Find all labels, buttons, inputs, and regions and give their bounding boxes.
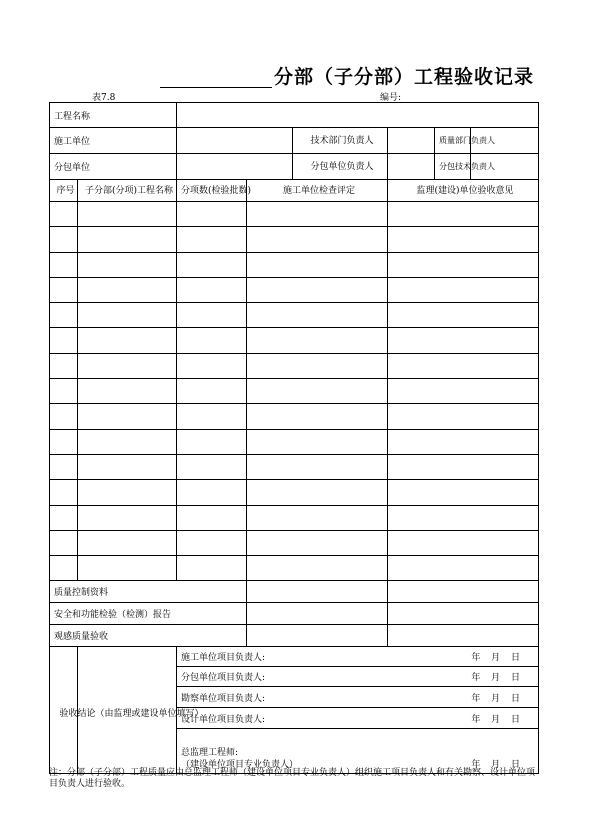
subdivision-name-cell[interactable] (78, 404, 177, 429)
seq-cell[interactable] (50, 404, 78, 429)
safety-function-opinion[interactable] (388, 603, 539, 625)
seq-cell[interactable] (50, 202, 78, 227)
table-row (50, 556, 539, 581)
signer-row-4[interactable]: 设计单位项目负责人: 年 月 日 (177, 708, 539, 729)
subdivision-name-cell[interactable] (78, 252, 177, 277)
supervisor-opinion-cell[interactable] (388, 556, 539, 581)
table-row (50, 404, 539, 429)
table-row (50, 429, 539, 454)
col-contractor-check: 施工单位检查评定 (247, 180, 388, 202)
contractor-check-cell[interactable] (247, 353, 388, 378)
contractor-check-cell[interactable] (247, 556, 388, 581)
page-title: 分部（子分部）工程验收记录 (274, 66, 535, 88)
subcontractor-field[interactable] (177, 154, 293, 180)
seq-cell[interactable] (50, 505, 78, 530)
contractor-check-cell[interactable] (247, 277, 388, 302)
supervisor-opinion-cell[interactable] (388, 505, 539, 530)
table-row (50, 277, 539, 302)
chief-supervisor-label: 总监理工程师: (181, 748, 239, 759)
subcontractor-tech-head-label: 分包技术负责人 (435, 154, 471, 180)
subdivision-name-cell[interactable] (78, 480, 177, 505)
item-count-cell[interactable] (177, 252, 247, 277)
supervisor-opinion-cell[interactable] (388, 353, 539, 378)
subdivision-name-cell[interactable] (78, 328, 177, 353)
subdivision-name-cell[interactable] (78, 353, 177, 378)
seq-cell[interactable] (50, 353, 78, 378)
seq-cell[interactable] (50, 277, 78, 302)
footnote: 注：分部（子分部）工程质量应由总监理工程师（建设单位项目专业负责人）组织施工项目负责人和有关勘察、设计单位项目负责人进行验收。 (49, 768, 536, 789)
table-row (50, 454, 539, 479)
contractor-check-cell[interactable] (247, 505, 388, 530)
table-row (50, 480, 539, 505)
item-count-cell[interactable] (177, 328, 247, 353)
tech-dept-head-field[interactable] (388, 128, 435, 154)
contractor-check-cell[interactable] (247, 303, 388, 328)
subcontractor-head-field[interactable] (388, 154, 435, 180)
seq-cell[interactable] (50, 328, 78, 353)
supervisor-opinion-cell[interactable] (388, 379, 539, 404)
supervisor-opinion-cell[interactable] (388, 429, 539, 454)
project-name-field[interactable] (177, 103, 539, 128)
item-count-cell[interactable] (177, 404, 247, 429)
table-row (50, 303, 539, 328)
item-count-cell[interactable] (177, 303, 247, 328)
subdivision-name-cell[interactable] (78, 429, 177, 454)
subdivision-name-cell[interactable] (78, 556, 177, 581)
table-row (50, 328, 539, 353)
contractor-check-cell[interactable] (247, 227, 388, 252)
appearance-check[interactable] (247, 625, 388, 647)
item-count-cell[interactable] (177, 202, 247, 227)
quality-dept-head-label: 质量部门负责人 (435, 128, 471, 154)
contractor-check-cell[interactable] (247, 252, 388, 277)
seq-cell[interactable] (50, 303, 78, 328)
signer-row-2[interactable]: 分包单位项目负责人: 年 月 日 (177, 667, 539, 687)
seq-cell[interactable] (50, 530, 78, 555)
supervisor-opinion-cell[interactable] (388, 227, 539, 252)
col-supervisor-opinion: 监理(建设)单位验收意见 (388, 180, 539, 202)
subdivision-name-cell[interactable] (78, 202, 177, 227)
subdivision-name-cell[interactable] (78, 303, 177, 328)
project-name-label: 工程名称 (50, 103, 177, 128)
table-row (50, 353, 539, 378)
contractor-check-cell[interactable] (247, 480, 388, 505)
col-item-count: 分项数(检验批数) (177, 180, 247, 202)
signer-row-1[interactable]: 施工单位项目负责人: 年 月 日 (177, 647, 539, 667)
tech-dept-head-label: 技术部门负责人 (293, 128, 388, 154)
item-count-cell[interactable] (177, 480, 247, 505)
item-count-cell[interactable] (177, 556, 247, 581)
table-row (50, 227, 539, 252)
safety-function-check[interactable] (247, 603, 388, 625)
quality-docs-label: 质量控制资料 (50, 581, 247, 603)
supervisor-opinion-cell[interactable] (388, 202, 539, 227)
item-count-cell[interactable] (177, 227, 247, 252)
item-count-cell[interactable] (177, 454, 247, 479)
appearance-label: 观感质量验收 (50, 625, 247, 647)
subdivision-name-cell[interactable] (78, 277, 177, 302)
subdivision-name-cell[interactable] (78, 454, 177, 479)
safety-function-label: 安全和功能检验（检测）报告 (50, 603, 247, 625)
seq-cell[interactable] (50, 556, 78, 581)
supervisor-opinion-cell[interactable] (388, 328, 539, 353)
seq-cell[interactable] (50, 227, 78, 252)
table-row (50, 252, 539, 277)
contractor-check-cell[interactable] (247, 404, 388, 429)
supervisor-opinion-cell[interactable] (388, 404, 539, 429)
subcontractor-head-label: 分包单位负责人 (293, 154, 388, 180)
supervisor-opinion-cell[interactable] (388, 277, 539, 302)
table-row (50, 505, 539, 530)
item-count-cell[interactable] (177, 530, 247, 555)
subdivision-name-cell[interactable] (78, 227, 177, 252)
signer-row-3[interactable]: 勘察单位项目负责人: 年 月 日 (177, 687, 539, 708)
serial-label: 编号: (380, 93, 402, 103)
item-count-cell[interactable] (177, 353, 247, 378)
seq-cell[interactable] (50, 252, 78, 277)
contractor-check-cell[interactable] (247, 328, 388, 353)
col-subdivision-name: 子分部(分项)工程名称 (78, 180, 177, 202)
supervisor-opinion-cell[interactable] (388, 454, 539, 479)
table-row (50, 379, 539, 404)
supervisor-opinion-cell[interactable] (388, 530, 539, 555)
column-header-row (50, 180, 539, 202)
appearance-opinion[interactable] (388, 625, 539, 647)
seq-cell[interactable] (50, 379, 78, 404)
subdivision-name-cell[interactable] (78, 505, 177, 530)
acceptance-form (49, 102, 539, 774)
contractor-check-cell[interactable] (247, 202, 388, 227)
subdivision-name-cell[interactable] (78, 530, 177, 555)
supervisor-opinion-cell[interactable] (388, 480, 539, 505)
supervisor-opinion-cell[interactable] (388, 303, 539, 328)
chief-supervisor-note: （建设单位项目专业负责人） (181, 760, 299, 771)
subcontractor-label: 分包单位 (50, 154, 177, 180)
subdivision-name-cell[interactable] (78, 379, 177, 404)
table-row (50, 530, 539, 555)
table-row (50, 202, 539, 227)
item-count-cell[interactable] (177, 429, 247, 454)
seq-cell[interactable] (50, 454, 78, 479)
form-code: 表7.8 (92, 93, 116, 103)
quality-docs-check[interactable] (247, 581, 388, 603)
seq-cell[interactable] (50, 429, 78, 454)
contractor-check-cell[interactable] (247, 530, 388, 555)
title-blank-line (160, 87, 272, 88)
conclusion-label: 验收结论（由监理或建设单位填写） (50, 647, 78, 774)
construction-unit-label: 施工单位 (50, 128, 177, 154)
seq-cell[interactable] (50, 480, 78, 505)
chief-supervisor-row[interactable]: 总监理工程师: （建设单位项目专业负责人） 年 月 日 (177, 729, 539, 774)
col-seq: 序号 (50, 180, 78, 202)
quality-docs-opinion[interactable] (388, 581, 539, 603)
item-count-cell[interactable] (177, 379, 247, 404)
item-count-cell[interactable] (177, 277, 247, 302)
contractor-check-cell[interactable] (247, 454, 388, 479)
item-count-cell[interactable] (177, 505, 247, 530)
contractor-check-cell[interactable] (247, 429, 388, 454)
supervisor-opinion-cell[interactable] (388, 252, 539, 277)
contractor-check-cell[interactable] (247, 379, 388, 404)
construction-unit-field[interactable] (177, 128, 293, 154)
